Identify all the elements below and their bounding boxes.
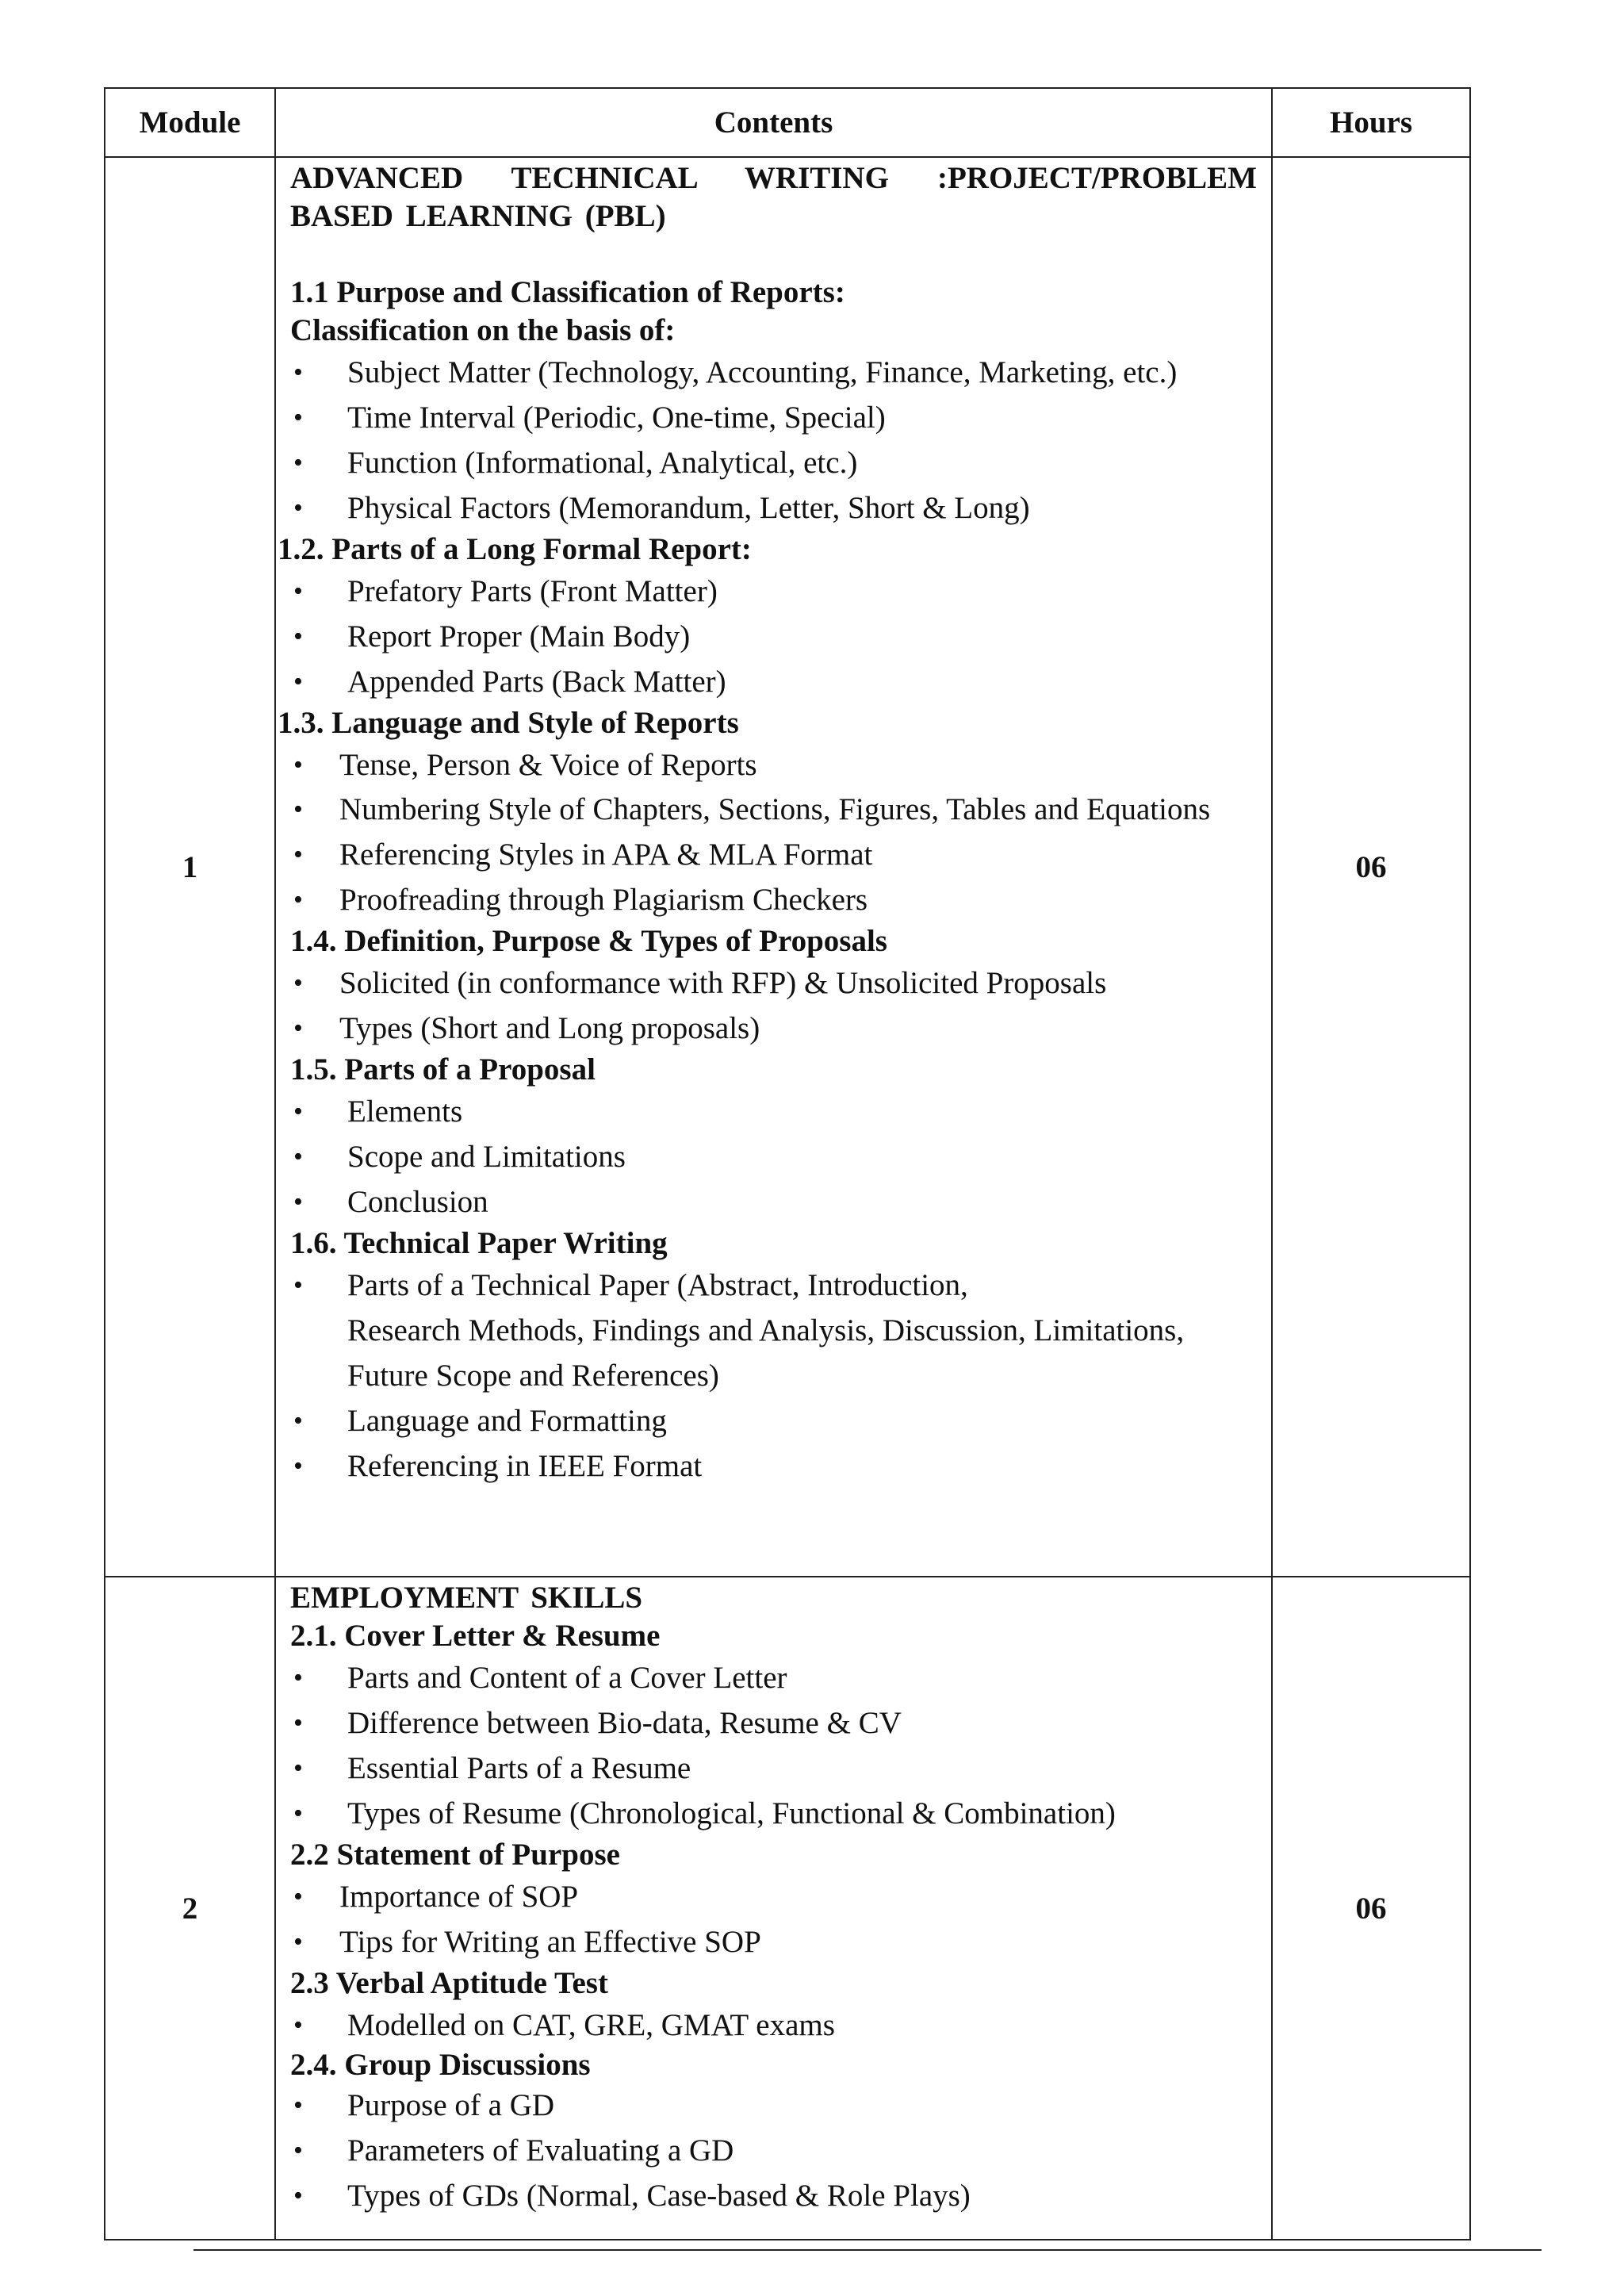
module-title: ADVANCED TECHNICAL WRITING :PROJECT/PROBLEM BASED LEARNING (PBL) (290, 161, 1257, 233)
list-item: • Types (Short and Long proposals) (290, 1006, 1257, 1051)
list-item: • Purpose of a GD (290, 2083, 1257, 2128)
list-item (290, 1263, 1257, 1398)
list-item: • Conclusion (290, 1179, 1257, 1225)
topic-list (290, 350, 1257, 531)
list-item: • Elements (290, 1089, 1257, 1134)
module-number: 2 (105, 1577, 275, 2240)
module-contents (275, 157, 1272, 1577)
list-item: • Appended Parts (Back Matter) (290, 659, 1257, 704)
topic-list (290, 1089, 1257, 1225)
list-item: • Proofreading through Plagiarism Checkers (290, 877, 1257, 922)
hours-value: 06 (1272, 1577, 1470, 2240)
table-header-row (105, 88, 1470, 157)
topic-list (290, 2003, 1257, 2048)
list-item-line: Research Methods, Findings and Analysis, Discussion, Limitations, (347, 1313, 1185, 1347)
section-heading: 2.1. Cover Letter & Resume (290, 1619, 661, 1653)
list-item: • Types of Resume (Chronological, Functional & Combination) (290, 1791, 1257, 1836)
syllabus-table (104, 87, 1471, 2240)
footer-rule (193, 2249, 1542, 2251)
topic-list (290, 569, 1257, 704)
header-contents: Contents (275, 88, 1272, 157)
topic-list (290, 1263, 1257, 1489)
list-item: • Difference between Bio-data, Resume & CV (290, 1700, 1257, 1746)
list-item: • Referencing in IEEE Format (290, 1443, 1257, 1489)
section-heading: 2.4. Group Discussions (290, 2048, 591, 2082)
list-item-line: Parts of a Technical Paper (Abstract, Introduction, (347, 1268, 968, 1302)
list-item-line: Future Scope and References) (347, 1359, 719, 1393)
list-item: • Subject Matter (Technology, Accounting, Finance, Marketing, etc.) (290, 350, 1257, 395)
list-item: • Parts and Content of a Cover Letter (290, 1655, 1257, 1700)
list-item: • Tense, Person & Voice of Reports (290, 742, 1257, 788)
section-heading: 1.6. Technical Paper Writing (290, 1226, 668, 1260)
table-row-module-2 (105, 1577, 1470, 2240)
table-row-module-1 (105, 157, 1470, 1577)
list-item: • Time Interval (Periodic, One-time, Special) (290, 395, 1257, 440)
list-item: • Prefatory Parts (Front Matter) (290, 569, 1257, 614)
topic-list (290, 1655, 1257, 1836)
section-heading: 1.1 Purpose and Classification of Reports: (290, 275, 845, 309)
list-item: • Modelled on CAT, GRE, GMAT exams (290, 2003, 1257, 2048)
list-item: • Physical Factors (Memorandum, Letter, Short & Long) (290, 485, 1257, 531)
hours-value: 06 (1272, 157, 1470, 1577)
module-title: EMPLOYMENT SKILLS (290, 1581, 643, 1615)
topic-list (290, 742, 1257, 922)
section-heading: 1.2. Parts of a Long Formal Report: (278, 532, 752, 566)
list-item: • Language and Formatting (290, 1398, 1257, 1443)
list-item: • Types of GDs (Normal, Case-based & Role Plays) (290, 2173, 1257, 2218)
module-contents (275, 1577, 1272, 2240)
list-item: • Referencing Styles in APA & MLA Format (290, 832, 1257, 877)
header-hours: Hours (1272, 88, 1470, 157)
section-heading: 1.3. Language and Style of Reports (278, 706, 739, 740)
section-heading: 1.5. Parts of a Proposal (290, 1052, 596, 1087)
list-item: • Report Proper (Main Body) (290, 614, 1257, 659)
topic-list (290, 960, 1257, 1051)
module-number: 1 (105, 157, 275, 1577)
list-item: • Function (Informational, Analytical, etc.) (290, 440, 1257, 485)
list-item: • Tips for Writing an Effective SOP (290, 1919, 1257, 1964)
list-item: • Numbering Style of Chapters, Sections, Figures, Tables and Equations (290, 788, 1257, 832)
section-subheading: Classification on the basis of: (290, 313, 676, 347)
list-item: • Scope and Limitations (290, 1134, 1257, 1179)
section-heading: 2.3 Verbal Aptitude Test (290, 1966, 608, 2000)
list-item: • Importance of SOP (290, 1874, 1257, 1919)
list-item: • Solicited (in conformance with RFP) & Unsolicited Proposals (290, 960, 1257, 1006)
section-heading: 2.2 Statement of Purpose (290, 1838, 620, 1872)
list-item: • Essential Parts of a Resume (290, 1746, 1257, 1791)
topic-list (290, 2083, 1257, 2218)
topic-list (290, 1874, 1257, 1964)
section-heading: 1.4. Definition, Purpose & Types of Proposals (290, 924, 887, 958)
list-item: • Parameters of Evaluating a GD (290, 2128, 1257, 2173)
header-module: Module (105, 88, 275, 157)
